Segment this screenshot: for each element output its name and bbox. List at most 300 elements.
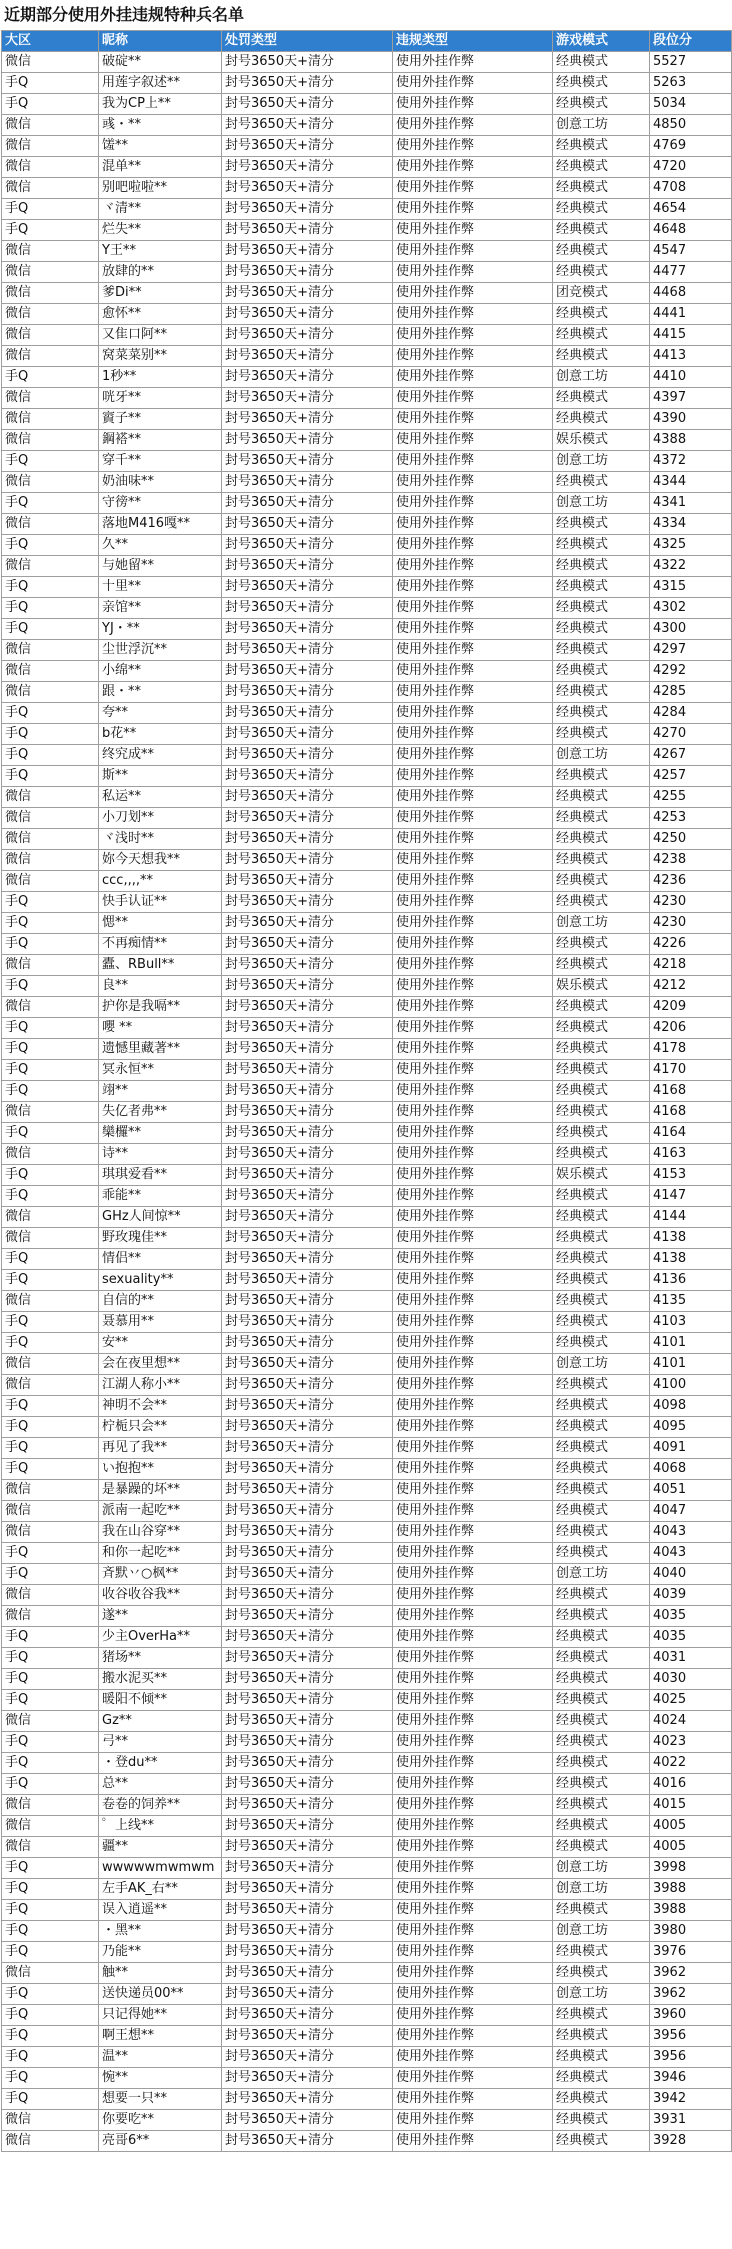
- nickname-cell: 你要吃**: [99, 2110, 222, 2131]
- violation-cell: 使用外挂作弊: [393, 1900, 553, 1921]
- mode-cell: 经典模式: [553, 1438, 650, 1459]
- nickname-cell: GHz人间惊**: [99, 1207, 222, 1228]
- table-row: [2, 1417, 732, 1438]
- penalty-cell: 封号3650天+清分: [222, 955, 393, 976]
- score-cell: 4257: [650, 766, 732, 787]
- nickname-cell: 触**: [99, 1963, 222, 1984]
- violation-cell: 使用外挂作弊: [393, 955, 553, 976]
- violation-cell: 使用外挂作弊: [393, 409, 553, 430]
- score-cell: 4230: [650, 913, 732, 934]
- violation-cell: 使用外挂作弊: [393, 1081, 553, 1102]
- nickname-cell: 亮哥6**: [99, 2131, 222, 2152]
- region-cell: 微信: [2, 661, 99, 682]
- header-row: [2, 31, 732, 52]
- mode-cell: 经典模式: [553, 388, 650, 409]
- mode-cell: 经典模式: [553, 1732, 650, 1753]
- table-row: [2, 1123, 732, 1144]
- violation-cell: 使用外挂作弊: [393, 1774, 553, 1795]
- table-row: [2, 850, 732, 871]
- mode-cell: 娱乐模式: [553, 1165, 650, 1186]
- mode-cell: 创意工坊: [553, 115, 650, 136]
- score-cell: 4015: [650, 1795, 732, 1816]
- penalty-cell: 封号3650天+清分: [222, 1774, 393, 1795]
- nickname-cell: 落地M416嘎**: [99, 514, 222, 535]
- table-row: [2, 451, 732, 472]
- violation-cell: 使用外挂作弊: [393, 1123, 553, 1144]
- table-row: [2, 304, 732, 325]
- score-cell: 4344: [650, 472, 732, 493]
- nickname-cell: 遗憾里藏著**: [99, 1039, 222, 1060]
- mode-cell: 经典模式: [553, 136, 650, 157]
- violation-cell: 使用外挂作弊: [393, 514, 553, 535]
- score-cell: 4030: [650, 1669, 732, 1690]
- region-cell: 微信: [2, 1501, 99, 1522]
- nickname-cell: 失亿者弗**: [99, 1102, 222, 1123]
- score-cell: 4101: [650, 1354, 732, 1375]
- mode-cell: 经典模式: [553, 1333, 650, 1354]
- score-cell: 4047: [650, 1501, 732, 1522]
- violation-cell: 使用外挂作弊: [393, 1354, 553, 1375]
- ban-list-table: [1, 30, 732, 2152]
- nickname-cell: 是暴躁的坏**: [99, 1480, 222, 1501]
- violation-cell: 使用外挂作弊: [393, 1249, 553, 1270]
- nickname-cell: 放肆的**: [99, 262, 222, 283]
- table-row: [2, 703, 732, 724]
- region-cell: 手Q: [2, 1753, 99, 1774]
- region-cell: 手Q: [2, 1396, 99, 1417]
- violation-cell: 使用外挂作弊: [393, 367, 553, 388]
- penalty-cell: 封号3650天+清分: [222, 808, 393, 829]
- score-cell: 3956: [650, 2047, 732, 2068]
- violation-cell: 使用外挂作弊: [393, 493, 553, 514]
- region-cell: 微信: [2, 829, 99, 850]
- table-row: [2, 325, 732, 346]
- mode-cell: 经典模式: [553, 94, 650, 115]
- region-cell: 手Q: [2, 1186, 99, 1207]
- table-row: [2, 1564, 732, 1585]
- mode-cell: 经典模式: [553, 514, 650, 535]
- mode-cell: 创意工坊: [553, 1921, 650, 1942]
- nickname-cell: 不再痴情**: [99, 934, 222, 955]
- nickname-cell: 跟・**: [99, 682, 222, 703]
- nickname-cell: 野玫瑰佳**: [99, 1228, 222, 1249]
- region-cell: 手Q: [2, 619, 99, 640]
- penalty-cell: 封号3650天+清分: [222, 451, 393, 472]
- region-cell: 微信: [2, 850, 99, 871]
- penalty-cell: 封号3650天+清分: [222, 409, 393, 430]
- score-cell: 4022: [650, 1753, 732, 1774]
- nickname-cell: ヾ浅时**: [99, 829, 222, 850]
- nickname-cell: 小刀划**: [99, 808, 222, 829]
- score-cell: 4178: [650, 1039, 732, 1060]
- violation-cell: 使用外挂作弊: [393, 1018, 553, 1039]
- mode-cell: 娱乐模式: [553, 976, 650, 997]
- penalty-cell: 封号3650天+清分: [222, 745, 393, 766]
- violation-cell: 使用外挂作弊: [393, 1312, 553, 1333]
- nickname-cell: 嚶 **: [99, 1018, 222, 1039]
- penalty-cell: 封号3650天+清分: [222, 493, 393, 514]
- region-cell: 微信: [2, 682, 99, 703]
- mode-cell: 经典模式: [553, 409, 650, 430]
- table-row: [2, 1669, 732, 1690]
- table-row: [2, 472, 732, 493]
- violation-cell: 使用外挂作弊: [393, 619, 553, 640]
- violation-cell: 使用外挂作弊: [393, 283, 553, 304]
- nickname-cell: 乃能**: [99, 1942, 222, 1963]
- score-cell: 4388: [650, 430, 732, 451]
- score-cell: 4040: [650, 1564, 732, 1585]
- mode-cell: 经典模式: [553, 304, 650, 325]
- violation-cell: 使用外挂作弊: [393, 2110, 553, 2131]
- nickname-cell: 疆**: [99, 1837, 222, 1858]
- mode-cell: 经典模式: [553, 1837, 650, 1858]
- score-cell: 3928: [650, 2131, 732, 2152]
- violation-cell: 使用外挂作弊: [393, 157, 553, 178]
- table-row: [2, 1921, 732, 1942]
- violation-cell: 使用外挂作弊: [393, 1102, 553, 1123]
- penalty-cell: 封号3650天+清分: [222, 514, 393, 535]
- violation-cell: 使用外挂作弊: [393, 220, 553, 241]
- score-cell: 4769: [650, 136, 732, 157]
- violation-cell: 使用外挂作弊: [393, 1984, 553, 2005]
- score-cell: 4095: [650, 1417, 732, 1438]
- score-cell: 4024: [650, 1711, 732, 1732]
- score-cell: 4016: [650, 1774, 732, 1795]
- table-row: [2, 808, 732, 829]
- violation-cell: 使用外挂作弊: [393, 1753, 553, 1774]
- table-row: [2, 1627, 732, 1648]
- table-row: [2, 2005, 732, 2026]
- region-cell: 手Q: [2, 367, 99, 388]
- score-cell: 3962: [650, 1963, 732, 1984]
- table-row: [2, 514, 732, 535]
- nickname-cell: 神明不会**: [99, 1396, 222, 1417]
- mode-cell: 经典模式: [553, 2131, 650, 2152]
- nickname-cell: 久**: [99, 535, 222, 556]
- column-header-region: 大区: [2, 31, 99, 52]
- table-row: [2, 1039, 732, 1060]
- table-row: [2, 136, 732, 157]
- mode-cell: 团竞模式: [553, 283, 650, 304]
- region-cell: 手Q: [2, 1018, 99, 1039]
- mode-cell: 经典模式: [553, 556, 650, 577]
- penalty-cell: 封号3650天+清分: [222, 1396, 393, 1417]
- score-cell: 4091: [650, 1438, 732, 1459]
- nickname-cell: 我为CP上**: [99, 94, 222, 115]
- violation-cell: 使用外挂作弊: [393, 262, 553, 283]
- violation-cell: 使用外挂作弊: [393, 1858, 553, 1879]
- nickname-cell: 小绵**: [99, 661, 222, 682]
- score-cell: 3976: [650, 1942, 732, 1963]
- score-cell: 4441: [650, 304, 732, 325]
- region-cell: 手Q: [2, 493, 99, 514]
- penalty-cell: 封号3650天+清分: [222, 220, 393, 241]
- violation-cell: 使用外挂作弊: [393, 1543, 553, 1564]
- mode-cell: 经典模式: [553, 73, 650, 94]
- nickname-cell: 聂慕用**: [99, 1312, 222, 1333]
- nickname-cell: 送快递员00**: [99, 1984, 222, 2005]
- region-cell: 手Q: [2, 2047, 99, 2068]
- violation-cell: 使用外挂作弊: [393, 2026, 553, 2047]
- mode-cell: 经典模式: [553, 1228, 650, 1249]
- nickname-cell: 破碇**: [99, 52, 222, 73]
- region-cell: 手Q: [2, 724, 99, 745]
- region-cell: 手Q: [2, 892, 99, 913]
- score-cell: 4218: [650, 955, 732, 976]
- region-cell: 手Q: [2, 1858, 99, 1879]
- region-cell: 手Q: [2, 1690, 99, 1711]
- penalty-cell: 封号3650天+清分: [222, 73, 393, 94]
- mode-cell: 经典模式: [553, 1291, 650, 1312]
- table-row: [2, 2047, 732, 2068]
- nickname-cell: 遂**: [99, 1606, 222, 1627]
- mode-cell: 经典模式: [553, 1711, 650, 1732]
- mode-cell: 经典模式: [553, 346, 650, 367]
- region-cell: 微信: [2, 787, 99, 808]
- mode-cell: 经典模式: [553, 1270, 650, 1291]
- region-cell: 微信: [2, 262, 99, 283]
- region-cell: 微信: [2, 1795, 99, 1816]
- violation-cell: 使用外挂作弊: [393, 1417, 553, 1438]
- violation-cell: 使用外挂作弊: [393, 1291, 553, 1312]
- mode-cell: 创意工坊: [553, 1879, 650, 1900]
- penalty-cell: 封号3650天+清分: [222, 1858, 393, 1879]
- table-row: [2, 724, 732, 745]
- nickname-cell: 柠栀只会**: [99, 1417, 222, 1438]
- mode-cell: 经典模式: [553, 1648, 650, 1669]
- mode-cell: 创意工坊: [553, 451, 650, 472]
- mode-cell: 经典模式: [553, 1312, 650, 1333]
- mode-cell: 经典模式: [553, 829, 650, 850]
- violation-cell: 使用外挂作弊: [393, 325, 553, 346]
- score-cell: 4098: [650, 1396, 732, 1417]
- violation-cell: 使用外挂作弊: [393, 1144, 553, 1165]
- table-row: [2, 1795, 732, 1816]
- table-row: [2, 556, 732, 577]
- region-cell: 手Q: [2, 1165, 99, 1186]
- violation-cell: 使用外挂作弊: [393, 1732, 553, 1753]
- region-cell: 手Q: [2, 2005, 99, 2026]
- region-cell: 手Q: [2, 934, 99, 955]
- violation-cell: 使用外挂作弊: [393, 1333, 553, 1354]
- score-cell: 4163: [650, 1144, 732, 1165]
- penalty-cell: 封号3650天+清分: [222, 535, 393, 556]
- mode-cell: 经典模式: [553, 1396, 650, 1417]
- region-cell: 微信: [2, 1585, 99, 1606]
- penalty-cell: 封号3650天+清分: [222, 115, 393, 136]
- nickname-cell: 夸**: [99, 703, 222, 724]
- penalty-cell: 封号3650天+清分: [222, 367, 393, 388]
- mode-cell: 经典模式: [553, 1186, 650, 1207]
- violation-cell: 使用外挂作弊: [393, 472, 553, 493]
- region-cell: 微信: [2, 1207, 99, 1228]
- violation-cell: 使用外挂作弊: [393, 1459, 553, 1480]
- region-cell: 微信: [2, 283, 99, 304]
- region-cell: 手Q: [2, 220, 99, 241]
- score-cell: 4292: [650, 661, 732, 682]
- nickname-cell: 愢**: [99, 913, 222, 934]
- score-cell: 4372: [650, 451, 732, 472]
- score-cell: 4226: [650, 934, 732, 955]
- nickname-cell: 穿千**: [99, 451, 222, 472]
- region-cell: 微信: [2, 1102, 99, 1123]
- region-cell: 手Q: [2, 1543, 99, 1564]
- penalty-cell: 封号3650天+清分: [222, 1816, 393, 1837]
- score-cell: 4253: [650, 808, 732, 829]
- mode-cell: 经典模式: [553, 178, 650, 199]
- score-cell: 4547: [650, 241, 732, 262]
- nickname-cell: 弓**: [99, 1732, 222, 1753]
- region-cell: 手Q: [2, 1249, 99, 1270]
- score-cell: 4708: [650, 178, 732, 199]
- table-row: [2, 1879, 732, 1900]
- penalty-cell: 封号3650天+清分: [222, 850, 393, 871]
- penalty-cell: 封号3650天+清分: [222, 1900, 393, 1921]
- violation-cell: 使用外挂作弊: [393, 1711, 553, 1732]
- violation-cell: 使用外挂作弊: [393, 94, 553, 115]
- violation-cell: 使用外挂作弊: [393, 1039, 553, 1060]
- penalty-cell: 封号3650天+清分: [222, 2089, 393, 2110]
- region-cell: 手Q: [2, 1312, 99, 1333]
- column-header-penalty: 处罚类型: [222, 31, 393, 52]
- penalty-cell: 封号3650天+清分: [222, 1753, 393, 1774]
- nickname-cell: 斉默丷○枫**: [99, 1564, 222, 1585]
- mode-cell: 经典模式: [553, 535, 650, 556]
- score-cell: 3956: [650, 2026, 732, 2047]
- score-cell: 4648: [650, 220, 732, 241]
- score-cell: 5263: [650, 73, 732, 94]
- score-cell: 4325: [650, 535, 732, 556]
- region-cell: 微信: [2, 1816, 99, 1837]
- mode-cell: 经典模式: [553, 766, 650, 787]
- nickname-cell: ・登du**: [99, 1753, 222, 1774]
- mode-cell: 创意工坊: [553, 745, 650, 766]
- violation-cell: 使用外挂作弊: [393, 1396, 553, 1417]
- score-cell: 4031: [650, 1648, 732, 1669]
- violation-cell: 使用外挂作弊: [393, 346, 553, 367]
- penalty-cell: 封号3650天+清分: [222, 1291, 393, 1312]
- region-cell: 微信: [2, 871, 99, 892]
- table-row: [2, 1459, 732, 1480]
- region-cell: 微信: [2, 388, 99, 409]
- violation-cell: 使用外挂作弊: [393, 556, 553, 577]
- score-cell: 4212: [650, 976, 732, 997]
- table-row: [2, 1648, 732, 1669]
- region-cell: 手Q: [2, 703, 99, 724]
- mode-cell: 经典模式: [553, 1627, 650, 1648]
- nickname-cell: 咣牙**: [99, 388, 222, 409]
- mode-cell: 经典模式: [553, 1249, 650, 1270]
- table-row: [2, 1753, 732, 1774]
- penalty-cell: 封号3650天+清分: [222, 304, 393, 325]
- score-cell: 4238: [650, 850, 732, 871]
- penalty-cell: 封号3650天+清分: [222, 1039, 393, 1060]
- table-row: [2, 2131, 732, 2152]
- nickname-cell: 终究成**: [99, 745, 222, 766]
- sheet-title: 近期部分使用外挂违规特种兵名单: [0, 0, 732, 30]
- penalty-cell: 封号3650天+清分: [222, 1417, 393, 1438]
- region-cell: 微信: [2, 472, 99, 493]
- region-cell: 微信: [2, 241, 99, 262]
- table-row: [2, 913, 732, 934]
- violation-cell: 使用外挂作弊: [393, 1816, 553, 1837]
- score-cell: 4035: [650, 1606, 732, 1627]
- score-cell: 3980: [650, 1921, 732, 1942]
- violation-cell: 使用外挂作弊: [393, 451, 553, 472]
- penalty-cell: 封号3650天+清分: [222, 1501, 393, 1522]
- region-cell: 微信: [2, 1711, 99, 1732]
- penalty-cell: 封号3650天+清分: [222, 829, 393, 850]
- penalty-cell: 封号3650天+清分: [222, 1123, 393, 1144]
- table-row: [2, 1354, 732, 1375]
- table-row: [2, 997, 732, 1018]
- region-cell: 手Q: [2, 1039, 99, 1060]
- violation-cell: 使用外挂作弊: [393, 1690, 553, 1711]
- mode-cell: 经典模式: [553, 1753, 650, 1774]
- nickname-cell: 温**: [99, 2047, 222, 2068]
- violation-cell: 使用外挂作弊: [393, 1585, 553, 1606]
- mode-cell: 经典模式: [553, 1816, 650, 1837]
- nickname-cell: 烂失**: [99, 220, 222, 241]
- mode-cell: 经典模式: [553, 157, 650, 178]
- mode-cell: 经典模式: [553, 682, 650, 703]
- nickname-cell: 彧・**: [99, 115, 222, 136]
- mode-cell: 经典模式: [553, 2026, 650, 2047]
- penalty-cell: 封号3650天+清分: [222, 1165, 393, 1186]
- penalty-cell: 封号3650天+清分: [222, 1438, 393, 1459]
- score-cell: 4390: [650, 409, 732, 430]
- mode-cell: 经典模式: [553, 220, 650, 241]
- violation-cell: 使用外挂作弊: [393, 850, 553, 871]
- nickname-cell: 啊王想**: [99, 2026, 222, 2047]
- penalty-cell: 封号3650天+清分: [222, 241, 393, 262]
- nickname-cell: 乖能**: [99, 1186, 222, 1207]
- penalty-cell: 封号3650天+清分: [222, 1375, 393, 1396]
- mode-cell: 经典模式: [553, 2005, 650, 2026]
- region-cell: 手Q: [2, 976, 99, 997]
- table-row: [2, 1837, 732, 1858]
- region-cell: 微信: [2, 2110, 99, 2131]
- mode-cell: 经典模式: [553, 1669, 650, 1690]
- region-cell: 手Q: [2, 1669, 99, 1690]
- violation-cell: 使用外挂作弊: [393, 640, 553, 661]
- penalty-cell: 封号3650天+清分: [222, 976, 393, 997]
- mode-cell: 经典模式: [553, 1480, 650, 1501]
- penalty-cell: 封号3650天+清分: [222, 1795, 393, 1816]
- nickname-cell: ccc,,,,**: [99, 871, 222, 892]
- nickname-cell: 收谷收谷我**: [99, 1585, 222, 1606]
- score-cell: 4334: [650, 514, 732, 535]
- column-header-nickname: 昵称: [99, 31, 222, 52]
- table-row: [2, 661, 732, 682]
- nickname-cell: 私运**: [99, 787, 222, 808]
- region-cell: 微信: [2, 808, 99, 829]
- region-cell: 微信: [2, 997, 99, 1018]
- nickname-cell: Y王**: [99, 241, 222, 262]
- region-cell: 手Q: [2, 1774, 99, 1795]
- penalty-cell: 封号3650天+清分: [222, 2047, 393, 2068]
- table-row: [2, 1186, 732, 1207]
- table-row: [2, 1816, 732, 1837]
- score-cell: 3998: [650, 1858, 732, 1879]
- region-cell: 手Q: [2, 1564, 99, 1585]
- nickname-cell: b花**: [99, 724, 222, 745]
- mode-cell: 经典模式: [553, 955, 650, 976]
- table-row: [2, 2089, 732, 2110]
- score-cell: 4025: [650, 1690, 732, 1711]
- violation-cell: 使用外挂作弊: [393, 1228, 553, 1249]
- table-row: [2, 1270, 732, 1291]
